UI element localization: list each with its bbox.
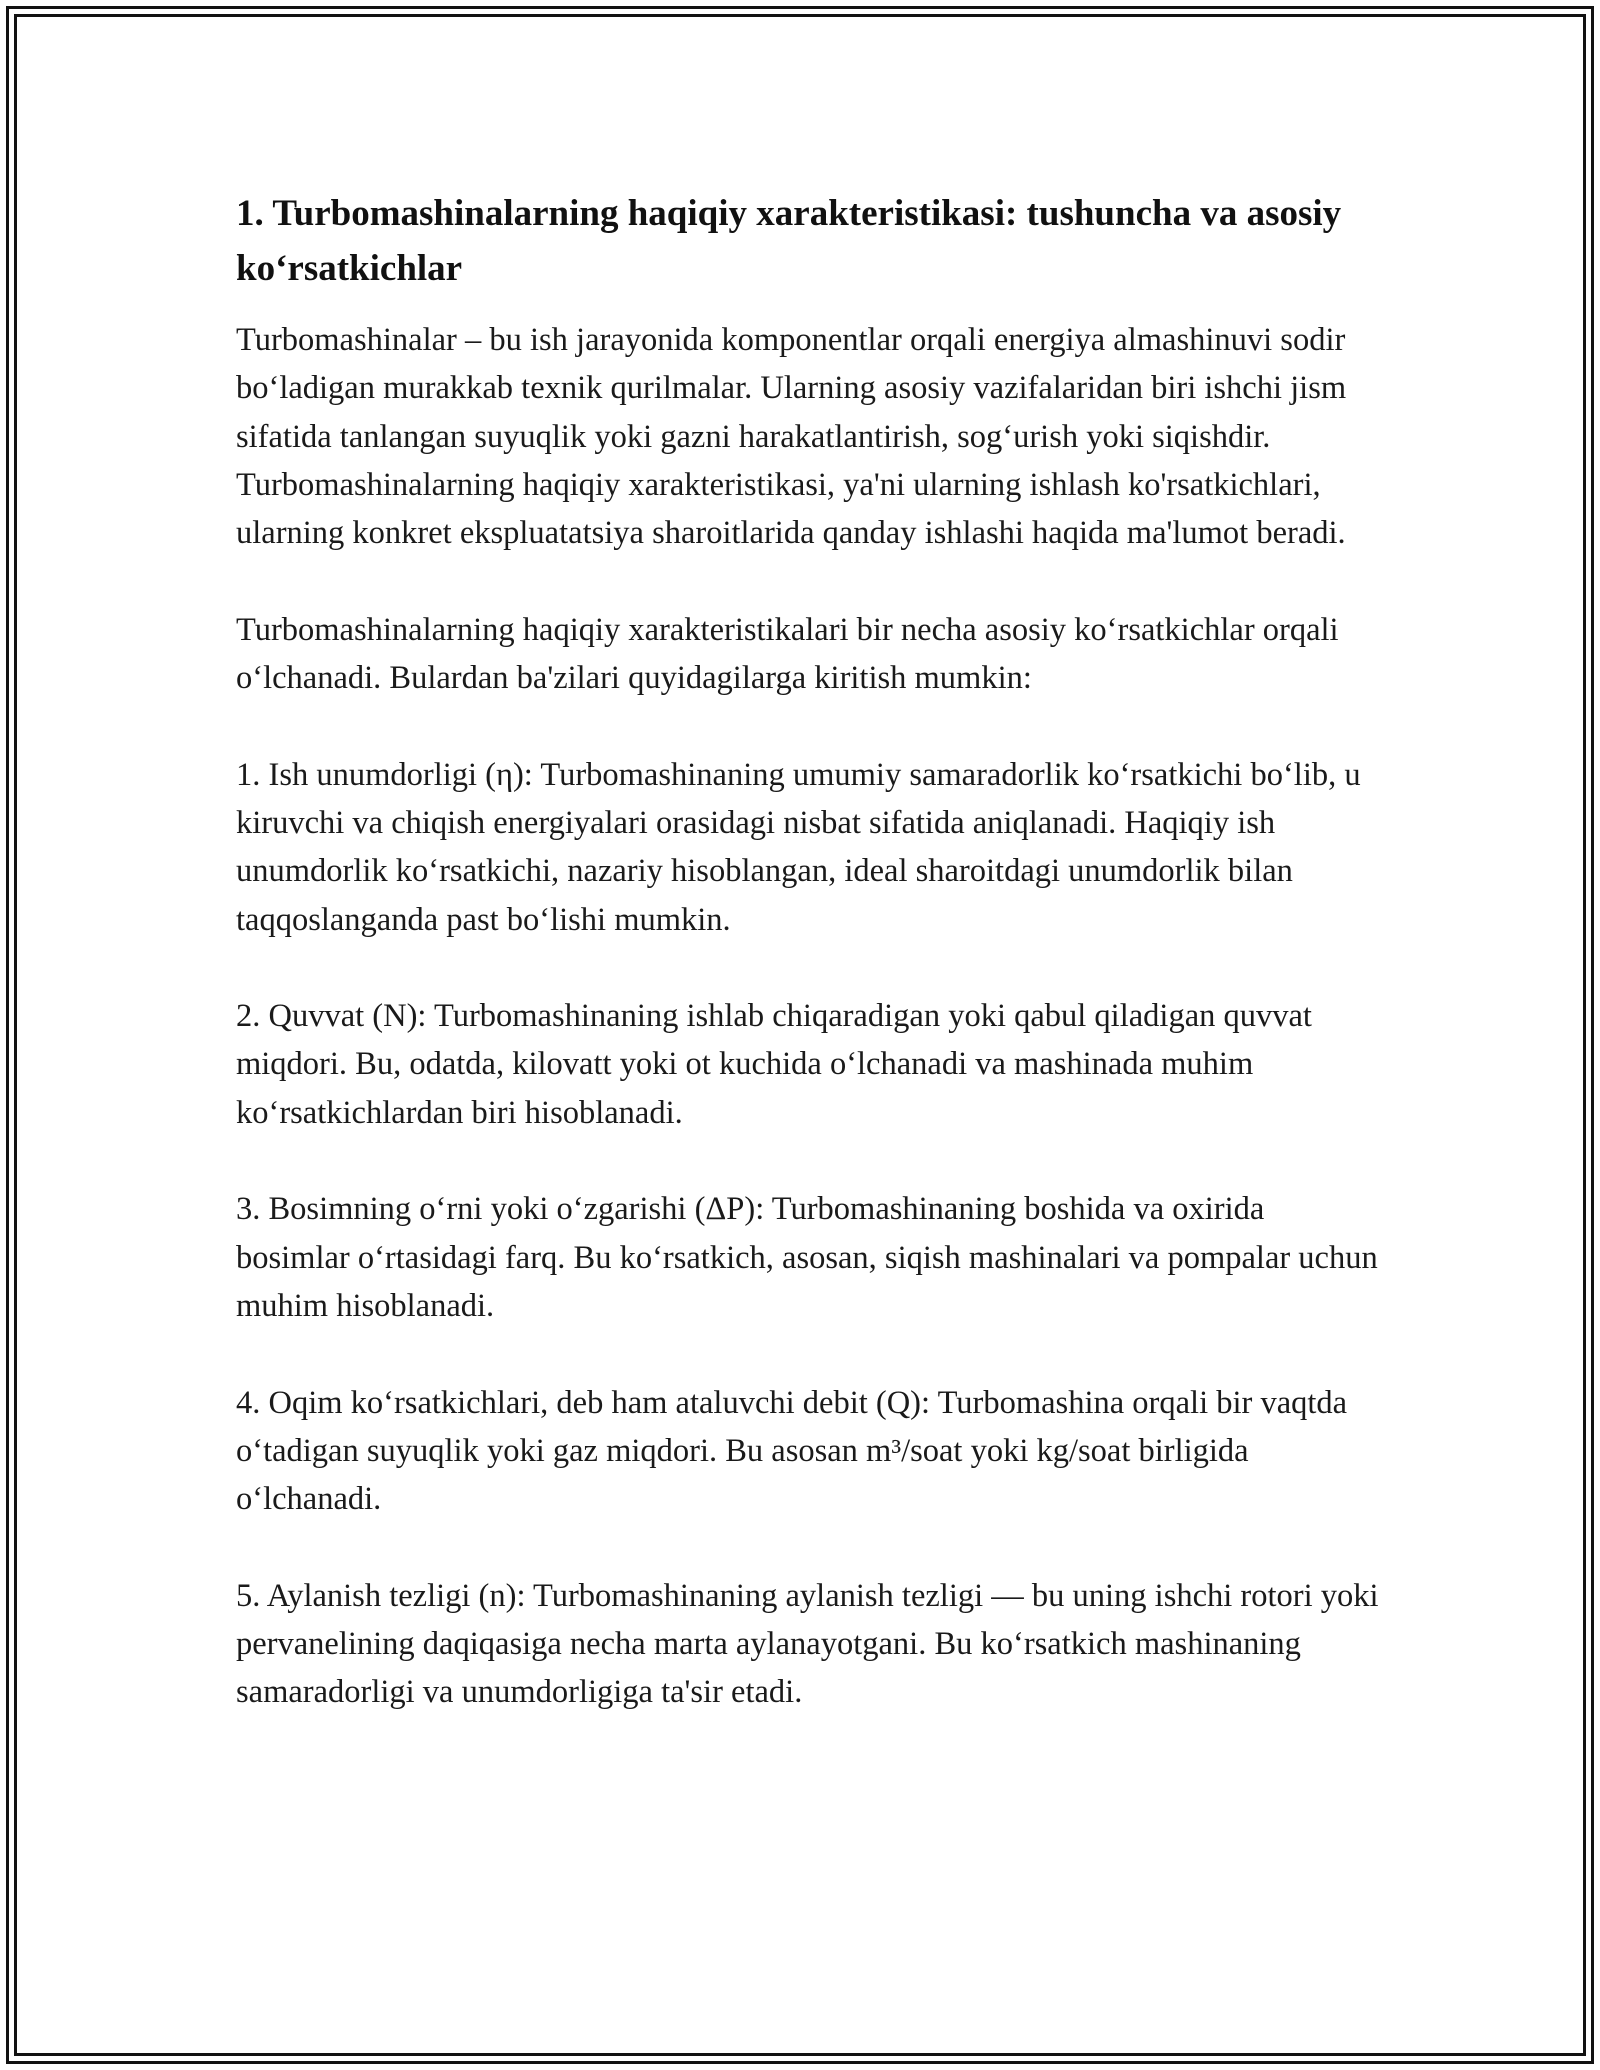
intro-paragraph: Turbomashinalar – bu ish jarayonida komponentlar orqali energiya almashinuvi sodir boʻladigan murakkab texnik qurilmalar. Ularning asosiy vazifalaridan biri ishchi jism sifatida tanlangan suyuqlik yoki gazni harakatlantirish, sogʻurish yoki siqishdir. Turbomashinalarning haqiqiy xarakteristikasi, ya'ni ularning ishlash ko'rsatkichlari, ularning konkret ekspluatatsiya sharoitlarida qanday ishlashi haqida ma'lumot beradi. xyxy=(236,322,1347,552)
list-item-power: 2. Quvvat (N): Turbomashinaning ishlab chiqaradigan yoki qabul qiladigan quvvat miqdori. Bu, odatda, kilovatt yoki ot kuchida oʻlchanadi va mashinada muhim koʻrsatkichlardan biri hisoblanadi. xyxy=(236,998,1312,1131)
indicators-intro-paragraph: Turbomashinalarning haqiqiy xarakteristikalari bir necha asosiy koʻrsatkichlar orqali oʻlchanadi. Bulardan ba'zilari quyidagilarga kiritish mumkin: xyxy=(236,611,1339,697)
document-body xyxy=(236,186,1386,1717)
list-item-rotation-speed: 5. Aylanish tezligi (n): Turbomashinaning aylanish tezligi — bu uning ishchi rotori yoki pervanelining daqiqasiga necha marta aylanayotgani. Bu koʻrsatkich mashinaning samaradorligi va unumdorligiga ta'sir etadi. xyxy=(236,1577,1379,1711)
list-item-flow-rate: 4. Oqim koʻrsatkichlari, deb ham ataluvchi debit (Q): Turbomashina orqali bir vaqtda oʻtadigan suyuqlik yoki gaz miqdori. Bu asosan m³/soat yoki kg/soat birligida oʻlchanadi. xyxy=(236,1384,1348,1518)
list-item-efficiency: 1. Ish unumdorligi (η): Turbomashinaning umumiy samaradorlik koʻrsatkichi boʻlib, u kiruvchi va chiqish energiyalari orasidagi nisbat sifatida aniqlanadi. Haqiqiy ish unumdorlik koʻrsatkichi, nazariy hisoblangan, ideal sharoitdagi unumdorlik bilan taqqoslanganda past boʻlishi mumkin. xyxy=(236,756,1361,938)
section-heading: 1. Turbomashinalarning haqiqiy xarakteristikasi: tushuncha va asosiy koʻrsatkichlar xyxy=(236,193,1342,289)
list-item-pressure: 3. Bosimning oʻrni yoki oʻzgarishi (ΔP): Turbomashinaning boshida va oxirida bosimlar oʻrtasidagi farq. Bu koʻrsatkich, asosan, siqish mashinalari va pompalar uchun muhim hisoblanadi. xyxy=(236,1191,1378,1324)
